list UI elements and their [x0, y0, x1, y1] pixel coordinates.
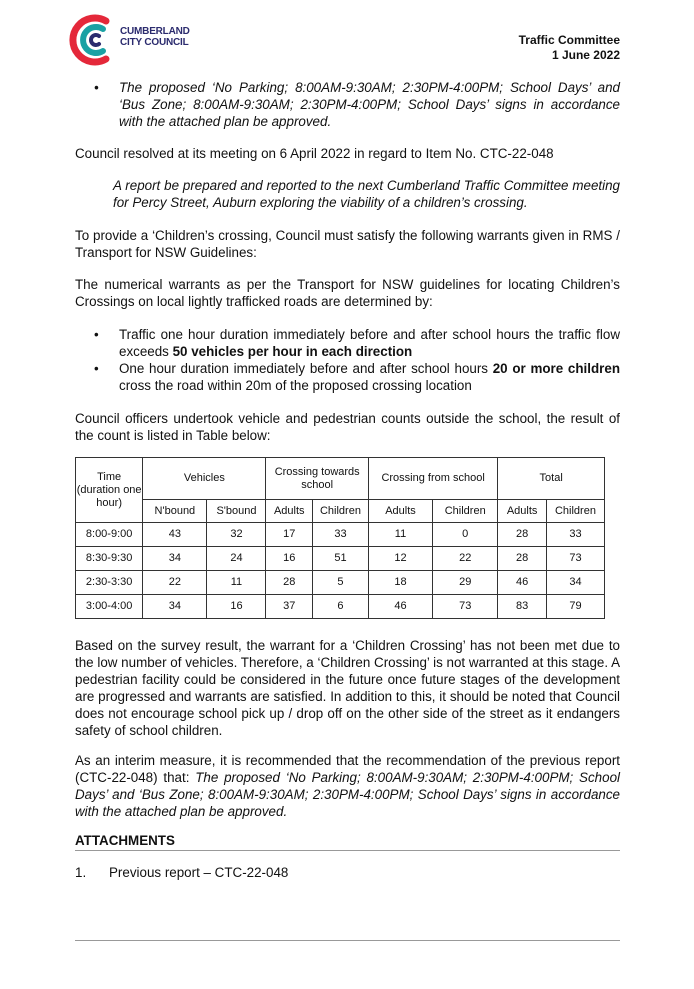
subheader-cell: S'bound [207, 500, 266, 523]
header-total: Total [498, 458, 605, 500]
attachment-number: 1. [75, 865, 87, 880]
survey-table [75, 457, 605, 619]
table-row [76, 571, 605, 595]
attachments-divider [75, 850, 620, 851]
table-cell: 16 [207, 595, 266, 619]
table-cell: 83 [498, 595, 547, 619]
table-cell: 51 [313, 547, 369, 571]
resolution-quote: A report be prepared and reported to the next Cumberland Traffic Committee meeting for Percy Street, Auburn exploring the viability of a children’s crossing. [113, 178, 620, 210]
table-row [76, 595, 605, 619]
subheader-cell: Adults [368, 500, 432, 523]
table-cell: 11 [368, 523, 432, 547]
table-cell: 22 [433, 547, 498, 571]
council-name-line2: CITY COUNCIL [120, 37, 189, 48]
table-cell: 0 [433, 523, 498, 547]
subheader-cell: Children [546, 500, 604, 523]
table-cell: 17 [266, 523, 313, 547]
warrant-2-text-end: cross the road within 20m of the proposed crossing location [119, 378, 472, 393]
table-cell: 73 [546, 547, 604, 571]
table-cell: 2:30-3:30 [76, 571, 143, 595]
table-cell: 43 [143, 523, 207, 547]
list-item [75, 79, 620, 130]
warrant-1-emphasis: 50 vehicles per hour in each direction [172, 344, 413, 359]
attachments-heading: ATTACHMENTS [75, 833, 175, 848]
subheader-cell: Children [433, 500, 498, 523]
table-cell: 46 [498, 571, 547, 595]
table-cell: 33 [313, 523, 369, 547]
table-row [76, 523, 605, 547]
table-row [76, 547, 605, 571]
council-logo-mark-icon [66, 12, 122, 68]
table-cell: 34 [143, 595, 207, 619]
interim-paragraph [75, 752, 620, 820]
table-cell: 12 [368, 547, 432, 571]
table-cell: 28 [498, 523, 547, 547]
table-cell: 6 [313, 595, 369, 619]
intro-bullet-text: The proposed ‘No Parking; 8:00AM-9:30AM; 2:30PM-4:00PM; School Days’ and ‘Bus Zone; 8:00AM-9:30AM; 2:30PM-4:00PM; School Days’ signs in accordance with the attached plan be approved. [119, 80, 620, 129]
table-cell: 34 [143, 547, 207, 571]
header-vehicles: Vehicles [143, 458, 266, 500]
subheader-cell: N'bound [143, 500, 207, 523]
meeting-date: 1 June 2022 [551, 48, 620, 62]
subheader-cell: Children [313, 500, 369, 523]
interim-recommendation: The proposed ‘No Parking; 8:00AM-9:30AM; 2:30PM-4:00PM; School Days’ and ‘Bus Zone; 8:00AM-9:30AM; 2:30PM-4:00PM; School Days’ signs in accordance with the attached plan be approved. [75, 770, 620, 819]
bullet-dot: • [94, 361, 99, 376]
table-cell: 5 [313, 571, 369, 595]
warrant-2-emphasis: 20 or more children [492, 361, 621, 376]
table-cell: 28 [498, 547, 547, 571]
survey-result-paragraph: Based on the survey result, the warrant for a ‘Children Crossing’ has not been met due to the low number of vehicles. Therefore, a ‘Children Crossing’ is not warranted at this stage. A pedestrian facility could be considered in the future once future stages of the development are progressed and warrants are satisfied. In addition to this, it should be noted that Council does not encourage school pick up / drop off on the other side of the street as it endangers safety of school children. [75, 638, 620, 738]
table-cell: 29 [433, 571, 498, 595]
council-name-line1: CUMBERLAND [120, 26, 190, 37]
table-cell: 22 [143, 571, 207, 595]
warrant-1-text: Traffic one hour duration immediately before and after school hours the traffic flow exceeds [119, 327, 620, 359]
attachment-link[interactable]: Previous report – CTC-22-048 [109, 865, 289, 880]
table-cell: 11 [207, 571, 266, 595]
table-cell: 8:30-9:30 [76, 547, 143, 571]
warrants-intro: To provide a ‘Children’s crossing, Council must satisfy the following warrants given in RMS / Transport for NSW Guidelines: [75, 228, 620, 260]
committee-name: Traffic Committee [518, 33, 620, 47]
list-item [75, 360, 620, 394]
attachment-item[interactable] [75, 865, 288, 880]
table-cell: 32 [207, 523, 266, 547]
header-right [519, 33, 620, 63]
counts-intro: Council officers undertook vehicle and pedestrian counts outside the school, the result of the count is listed in Table below: [75, 411, 620, 443]
header-crossing-towards: Crossing towards school [266, 458, 368, 500]
warrant-2-text: One hour duration immediately before and after school hours [119, 361, 493, 376]
header-time: Time (duration one hour) [76, 458, 143, 523]
table-cell: 46 [368, 595, 432, 619]
footer-divider [75, 940, 620, 941]
warrant-list [75, 326, 620, 394]
resolved-paragraph: Council resolved at its meeting on 6 April 2022 in regard to Item No. CTC-22-048 [75, 146, 554, 161]
table-cell: 37 [266, 595, 313, 619]
council-name [120, 26, 190, 48]
list-item [75, 326, 620, 360]
intro-bullet-list [75, 79, 620, 130]
table-cell: 73 [433, 595, 498, 619]
table-header-row [76, 458, 605, 500]
interim-text: As an interim measure, it is recommended that the recommendation of the previous report (CTC-22-048) that: [75, 753, 620, 785]
table-cell: 33 [546, 523, 604, 547]
table-cell: 16 [266, 547, 313, 571]
header-crossing-from: Crossing from school [368, 458, 497, 500]
table-subheader-row [76, 500, 605, 523]
table-cell: 8:00-9:00 [76, 523, 143, 547]
table-cell: 3:00-4:00 [76, 595, 143, 619]
bullet-dot: • [94, 80, 99, 95]
bullet-dot: • [94, 327, 99, 342]
subheader-cell: Adults [498, 500, 547, 523]
table-cell: 24 [207, 547, 266, 571]
table-cell: 28 [266, 571, 313, 595]
table-cell: 79 [546, 595, 604, 619]
subheader-cell: Adults [266, 500, 313, 523]
table-cell: 18 [368, 571, 432, 595]
table-cell: 34 [546, 571, 604, 595]
numerical-intro: The numerical warrants as per the Transport for NSW guidelines for locating Children’s Crossings on local lightly trafficked roads are determined by: [75, 277, 620, 309]
